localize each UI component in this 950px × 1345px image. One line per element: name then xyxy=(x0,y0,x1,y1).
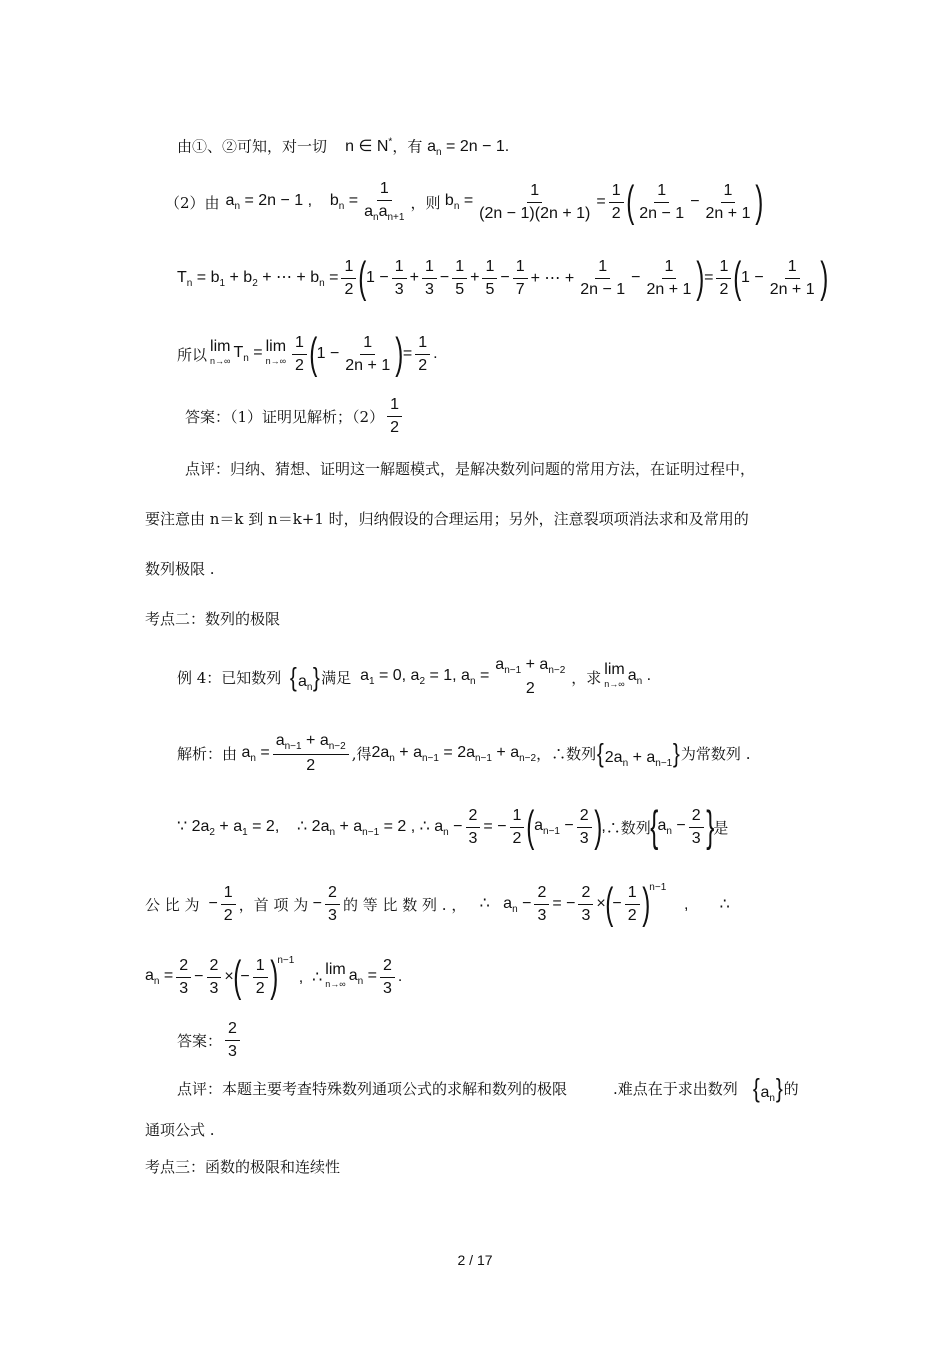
math-an-formula: $a_n = 2n - 1$. xyxy=(427,138,510,159)
line-2-prefix: （2）由 xyxy=(165,193,220,212)
line-4-limit: 所以 lim n→∞ $T_n$ = lim n→∞ $\frac{1}{2}$ ( 1 − $\frac{1}{2n + 1}$ ) = $\frac{1}{2}$ . xyxy=(177,329,438,378)
answer-1-label: 答案：（1）证明见解析；（2） xyxy=(185,408,385,426)
solution-line-4: $a_n$ = $\frac{2}{3}$ − $\frac{2}{3}$ × ( − $\frac{1}{2}$ ) $^{n-1}$ , ∴ lim n→∞ $a_n$ = $\frac{2}{3}$ . xyxy=(145,952,403,1001)
comment-2-c: 的 xyxy=(783,1080,799,1099)
section-2-heading: 考点二：数列的极限 xyxy=(145,610,281,628)
answer-1: 答案：（1）证明见解析；（2） $\frac{1}{2}$ xyxy=(185,396,405,437)
page-number: 2 / 17 xyxy=(457,1252,493,1268)
example-4-prefix: 例 4：已知数列 xyxy=(177,668,282,687)
answer-2: 答案： $\frac{2}{3}$ xyxy=(177,1020,243,1061)
comment-1-line-c: 数列极限 . xyxy=(145,560,215,578)
solution-const: 为常数列 . xyxy=(680,745,751,764)
comment-1-line-a: 点评：归纳、猜想、证明这一解题模式，是解决数列问题的常用方法，在证明过程中， xyxy=(185,460,756,478)
section-3-heading: 考点三：函数的极限和连续性 xyxy=(145,1158,341,1176)
line-1 xyxy=(177,133,509,164)
solution-line-2-shi: 是 xyxy=(713,818,729,837)
answer-2-label: 答案： xyxy=(177,1032,223,1050)
comment-2-b: .难点在于求出数列 xyxy=(613,1080,738,1099)
example-4: 例 4：已知数列 $\{a_n\}$ 满足 $a_1 = 0$, $a_2 = 1$, $a_n$ = $a_{n-1} + a_{n-2}$ 2 ，求 lim n→∞ $a_n$ . xyxy=(177,656,652,698)
solution-therefore: ，∴数列 xyxy=(536,745,597,764)
solution-line-3-b: ，首 项 为 xyxy=(238,895,309,914)
math-n-in-N: n ∈ N* xyxy=(331,137,393,156)
solution-line-2-shu: ∴数列 xyxy=(605,818,651,837)
line-3-sum: $T_n = b_1 + b_2$ + ⋯ + $b_n$ = $\frac{1}{2}$ ( 1 − $\frac{1}{3}$ + $\frac{1}{3}$ − $\frac{1}{5}$ + $\frac{1}{5}$ − $\frac{1}{7}$ + ⋯ + $\frac{1}{2n - 1}$ − $\frac{1}{2n + 1}$ ) = $\frac{1}{2}$ ( 1 − $\frac{1}{2n + 1}$ ) xyxy=(177,253,828,302)
line-1-mid: ，有 xyxy=(392,137,423,156)
example-4-mid: 满足 xyxy=(321,668,352,687)
example-4-ask: ，求 xyxy=(571,668,602,687)
comment-2-line-b: 通项公式 . xyxy=(145,1121,215,1139)
line-2: （2）由 $a_n = 2n - 1$ , $b_n$ = $\frac{1}{a_na_{n+1}}$ ，则 $b_n$ = $\frac{1}{(2n - 1)(2n + 1)}$ = $\frac{1}{2}$ ( $\frac{1}{2n - 1}$ − $\frac{1}{2n + 1}$ ) xyxy=(165,177,764,226)
comment-1-line-b: 要注意由 n＝k 到 n＝k+1 时，归纳假设的合理运用；另外，注意裂项项消法求和及常用的 xyxy=(145,510,749,528)
comment-2-line-a: 点评：本题主要考查特殊数列通项公式的求解和数列的极限 .难点在于求出数列 $\{a_n\}$ 的 xyxy=(177,1073,799,1105)
line-4-prefix: 所以 xyxy=(177,345,208,364)
comment-2-a: 点评：本题主要考查特殊数列通项公式的求解和数列的极限 xyxy=(177,1080,568,1099)
solution-line-1: 解析：由 $a_n$ = $\frac{a_{n-1} + a_{n-2}}{2}$ ,得 $2a_n + a_{n-1} = 2a_{n-1} + a_{n-2}$ ，∴数列 $\{2a_n + a_{n-1}\}$ 为常数列 . xyxy=(177,732,751,775)
solution-line-3: 公 比 为 − $\frac{1}{2}$ ，首 项 为 − $\frac{2}{3}$ 的 等 比 数 列 . ， ∴ $a_n$ − $\frac{2}{3}$ = − $\frac{2}{3}$ × ( − $\frac{1}{2}$ ) $^{n-1}$ , ∴ xyxy=(145,879,730,928)
solution-prefix: 解析：由 xyxy=(177,745,238,764)
solution-line-3-a: 公 比 为 xyxy=(145,895,200,914)
solution-line-3-c: 的 等 比 数 列 . ， xyxy=(342,895,467,914)
line-1-text: 由①、②可知，对一切 xyxy=(177,137,328,156)
line-2-then: ，则 xyxy=(410,193,441,212)
solution-get: ,得 xyxy=(351,745,372,764)
solution-line-2: ∵ $2a_2 + a_1 = 2$, ∴ $2a_n + a_{n-1} = 2$ , ∴ $a_n$ − $\frac{2}{3}$ = − $\frac{1}{2}$ ( $a_{n-1}$ − $\frac{2}{3}$ ) , ∴数列 { $a_n$ − $\frac{2}{3}$ } 是 xyxy=(177,802,729,851)
